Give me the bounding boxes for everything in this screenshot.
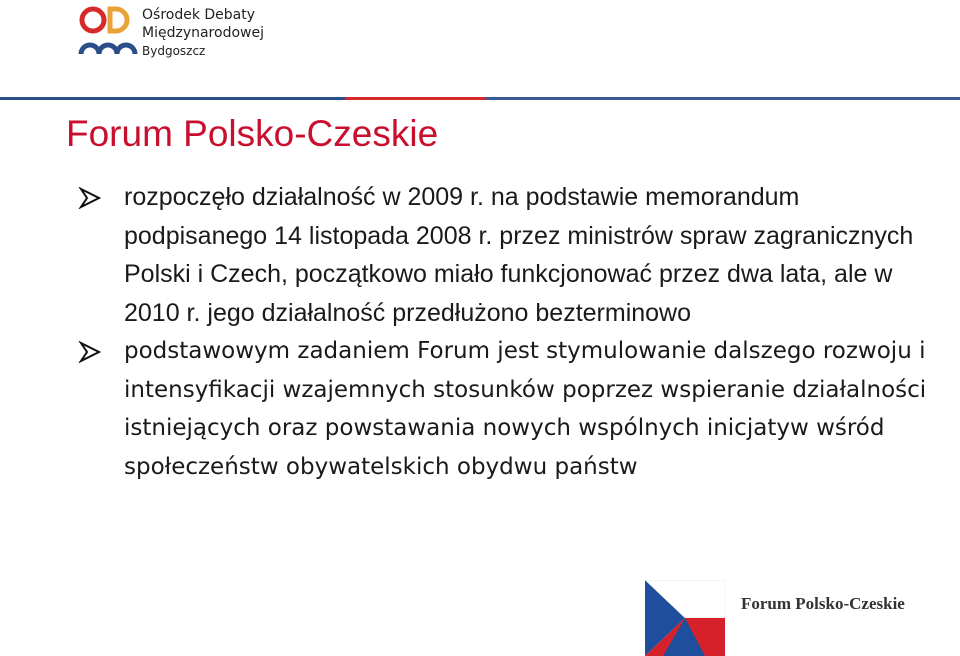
divider-segment-blue-right — [485, 97, 960, 100]
bullet-item — [0, 178, 960, 332]
org-city: Bydgoszcz — [142, 44, 206, 58]
forum-logo — [645, 580, 945, 656]
forum-flag-logo-icon — [645, 580, 725, 656]
header-divider — [0, 97, 960, 100]
bullet-text: podstawowym zadaniem Forum jest stymulowanie dalszego rozwoju i intensyfikacji wzajemnych stosunków poprzez wspieranie działalności istniejących oraz powstawania nowych wspólnych inicjatyw wśród społeczeństw obywatelskich obydwu państw — [124, 338, 927, 480]
bullet-text: rozpoczęło działalność w 2009 r. na podstawie memorandum podpisanego 14 listopada 2008 r. przez ministrów spraw zagranicznych Polski i Czech, początkowo miało funkcjonować przez dwa lata, ale w 2010 r. jego działalność przedłużono bezterminowo — [124, 183, 914, 327]
divider-segment-blue — [0, 97, 345, 100]
org-name-line2: Międzynarodowej — [142, 25, 264, 41]
header-logo — [78, 4, 298, 60]
org-name-line1: Ośrodek Debaty — [142, 7, 256, 23]
forum-logo-caption: Forum Polsko-Czeskie — [741, 594, 905, 613]
org-name — [142, 6, 264, 60]
divider-segment-red — [345, 97, 485, 100]
arrowhead-bullet-icon — [78, 187, 102, 209]
bullet-item — [0, 332, 960, 486]
od-logo-icon — [78, 4, 138, 58]
arrowhead-bullet-icon — [78, 341, 102, 363]
bullet-list — [0, 178, 960, 486]
slide-title: Forum Polsko-Czeskie — [66, 113, 439, 154]
